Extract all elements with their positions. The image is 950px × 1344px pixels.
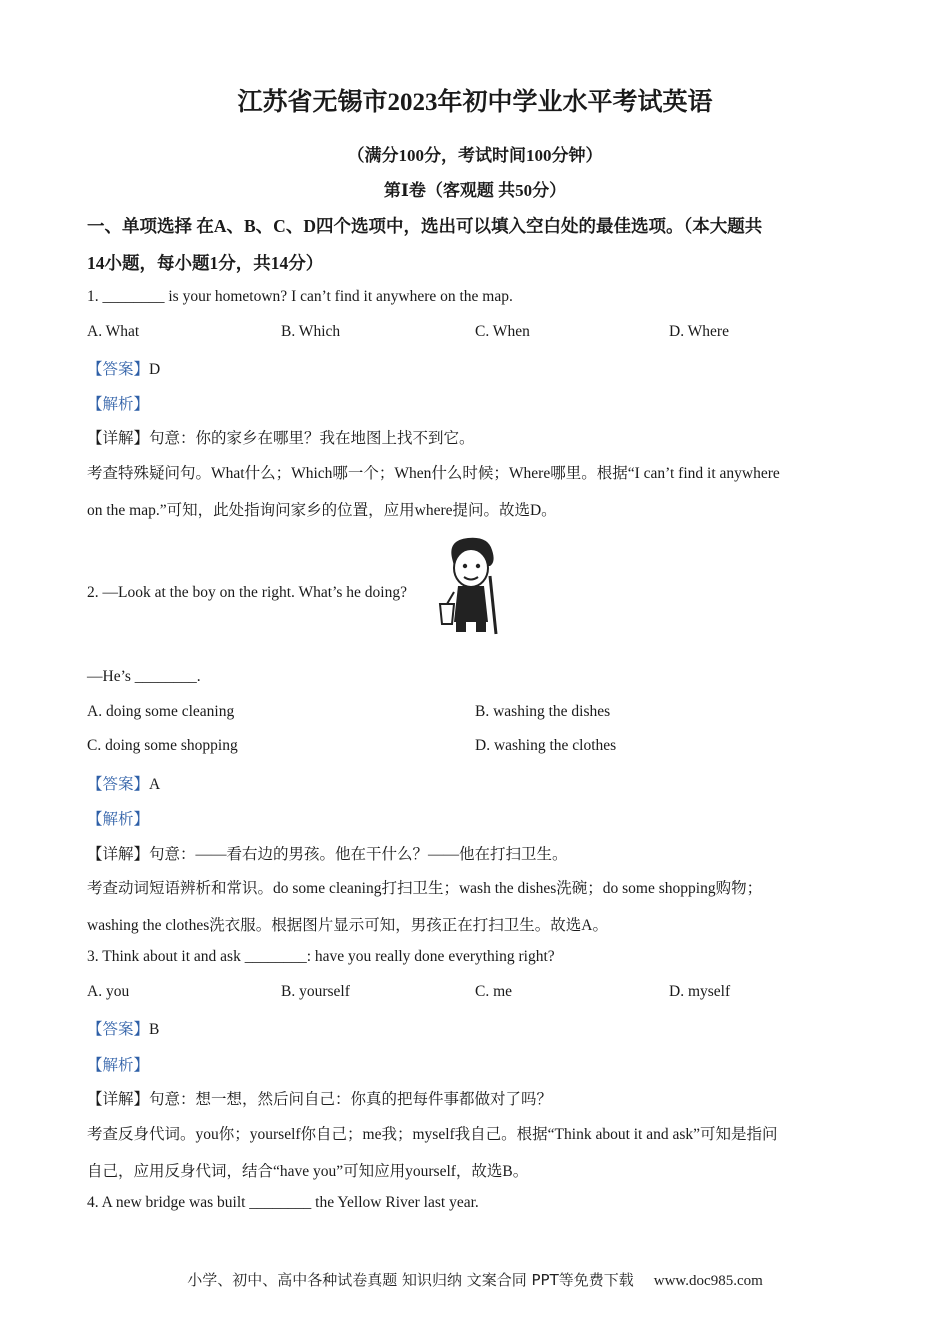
q2-analysis-tag: 【解析】: [87, 811, 150, 828]
q2-reply: —He’s ________.: [87, 668, 201, 685]
q3-answer-value: B: [149, 1021, 160, 1038]
q3-option-c: C. me: [475, 983, 513, 1000]
section-heading: 一、单项选择 在A、B、C、D四个选项中，选出可以填入空白处的最佳选项。（本大题共: [87, 216, 763, 236]
detail-tag: 【详解】: [87, 1091, 150, 1108]
q3-detail-text: 句意：想一想，然后问自己：你真的把每件事都做对了吗？: [149, 1091, 553, 1108]
q3-answer: [87, 1017, 159, 1039]
q2-detail-text: 句意：——看右边的男孩。他在干什么？——他在打扫卫生。: [149, 846, 568, 863]
q3-option-a: A. you: [87, 983, 130, 1000]
q1-option-b: B. Which: [281, 323, 341, 340]
q1-answer: [87, 357, 160, 379]
footer-url[interactable]: www.doc985.com: [653, 1273, 763, 1289]
q3-explanation-2: 自己，应用反身代词，结合“have you”可知应用yourself，故选B。: [87, 1163, 529, 1180]
q1-detail: [87, 426, 475, 448]
q1-explanation-1: 考查特殊疑问句。What什么；Which哪一个；When什么时候；Where哪里。根据“I can’t find it anywhere: [87, 465, 780, 482]
q1-answer-value: D: [149, 361, 161, 378]
answer-tag: 【答案】: [87, 1021, 150, 1038]
q3-explanation-1: 考查反身代词。you你；yourself你自己；me我；myself我自己。根据“Think about it and ask”可知是指问: [87, 1126, 778, 1143]
q2-explanation-1: 考查动词短语辨析和常识。do some cleaning打扫卫生；wash the dishes洗碗；do some shopping购物；: [87, 880, 763, 897]
q2-option-c: C. doing some shopping: [87, 737, 238, 754]
q2-option-b: B. washing the dishes: [475, 703, 611, 720]
answer-tag: 【答案】: [87, 361, 150, 378]
q1-detail-text: 句意：你的家乡在哪里？我在地图上找不到它。: [149, 430, 475, 447]
part-heading: 第Ⅰ卷（客观题 共50分）: [383, 181, 567, 200]
q1-stem: 1. ________ is your hometown? I can’t find it anywhere on the map.: [87, 288, 513, 305]
q3-stem: 3. Think about it and ask ________: have you really done everything right?: [87, 948, 555, 965]
document-title: 江苏省无锡市2023年初中学业水平考试英语: [237, 89, 713, 116]
q1-option-d: D. Where: [669, 323, 729, 340]
q3-detail: [87, 1087, 552, 1109]
answer-tag: 【答案】: [87, 776, 150, 793]
exam-info: （满分100分，考试时间100分钟）: [347, 146, 603, 165]
q1-option-c: C. When: [475, 323, 530, 340]
q2-option-d: D. washing the clothes: [475, 737, 617, 754]
q1-explanation-2: on the map.”可知，此处指询问家乡的位置，应用where提问。故选D。: [87, 502, 557, 519]
q4-stem: 4. A new bridge was built ________ the Yellow River last year.: [87, 1194, 479, 1211]
page-footer: [0, 1269, 950, 1290]
q2-option-a: A. doing some cleaning: [87, 703, 235, 720]
section-heading-cont: 14小题，每小题1分，共14分）: [87, 253, 324, 273]
q3-option-b: B. yourself: [281, 983, 350, 1000]
q1-option-a: A. What: [87, 323, 140, 340]
q1-analysis-tag: 【解析】: [87, 396, 150, 413]
detail-tag: 【详解】: [87, 430, 150, 447]
q2-explanation-2: washing the clothes洗衣服。根据图片显示可知，男孩正在打扫卫生。故选A。: [87, 917, 608, 934]
q2-answer: [87, 772, 160, 794]
q2-detail: [87, 842, 568, 864]
cleaning-boy-image: [438, 536, 504, 636]
detail-tag: 【详解】: [87, 846, 150, 863]
q3-analysis-tag: 【解析】: [87, 1057, 150, 1074]
q3-option-d: D. myself: [669, 983, 731, 1000]
footer-text: 小学、初中、高中各种试卷真题 知识归纳 文案合同 PPT等免费下载: [187, 1271, 634, 1289]
q2-answer-value: A: [149, 776, 161, 793]
q2-stem: 2. —Look at the boy on the right. What’s he doing?: [87, 584, 407, 601]
